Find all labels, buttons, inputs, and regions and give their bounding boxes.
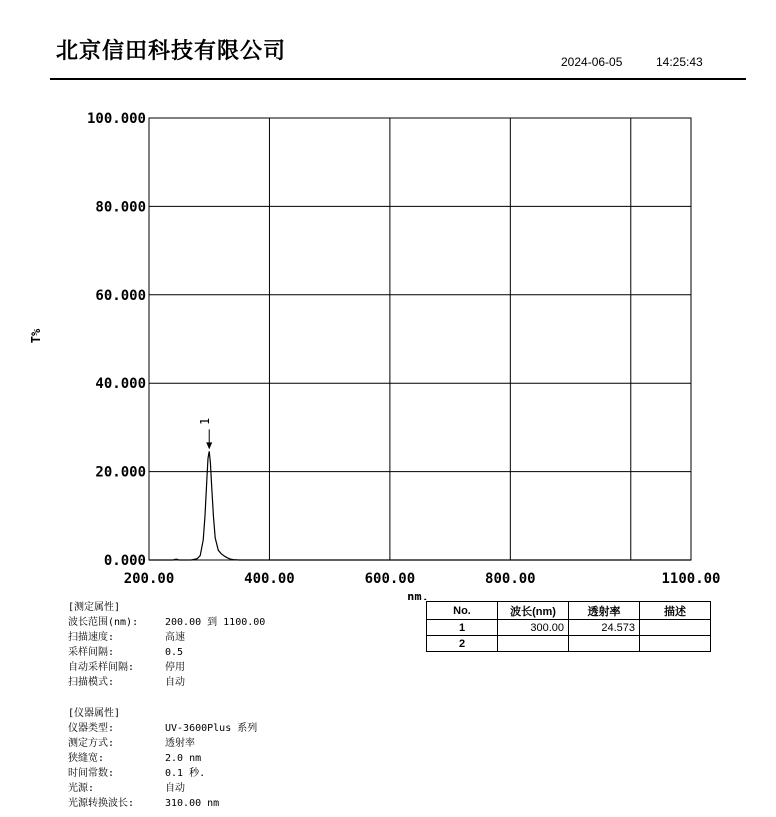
y-tick-label: 40.000 bbox=[95, 376, 146, 393]
col-header-transmittance: 透射率 bbox=[569, 602, 640, 620]
prop-value: 0.5 bbox=[165, 647, 184, 658]
col-header-description: 描述 bbox=[640, 602, 711, 620]
prop-key: 扫描速度: bbox=[68, 632, 115, 643]
plot-frame bbox=[149, 118, 691, 560]
table-row bbox=[427, 620, 711, 636]
y-tick-labels bbox=[87, 111, 146, 569]
company-name: 北京信田科技有限公司 bbox=[56, 39, 287, 64]
y-tick-label: 20.000 bbox=[95, 464, 146, 481]
prop-value: 停用 bbox=[165, 662, 185, 673]
prop-value: 透射率 bbox=[165, 738, 195, 749]
prop-key: 光源转换波长: bbox=[68, 798, 135, 809]
prop-key: 狭缝宽: bbox=[68, 753, 105, 764]
prop-key: 时间常数: bbox=[68, 768, 115, 779]
x-tick-label: 400.00 bbox=[244, 571, 295, 587]
peak-table bbox=[426, 601, 711, 652]
peak-annotations bbox=[198, 418, 212, 450]
cell-description bbox=[640, 620, 711, 636]
peak-table-header bbox=[427, 602, 711, 620]
x-tick-labels bbox=[124, 571, 721, 587]
cell-wavelength: 300.00 bbox=[498, 620, 569, 636]
prop-value: 高速 bbox=[165, 632, 185, 643]
report-date: 2024-06-05 bbox=[561, 55, 623, 69]
x-tick-label: 600.00 bbox=[364, 571, 416, 587]
prop-value: 自动 bbox=[165, 783, 185, 794]
prop-value: UV-3600Plus 系列 bbox=[165, 723, 258, 734]
prop-key: 波长范围(nm): bbox=[68, 617, 139, 628]
x-tick-label: 800.00 bbox=[485, 571, 536, 587]
prop-key: 扫描模式: bbox=[68, 677, 115, 688]
prop-value: 200.00 到 1100.00 bbox=[165, 617, 266, 628]
prop-value: 310.00 nm bbox=[165, 798, 220, 809]
prop-key: 仪器类型: bbox=[68, 723, 115, 734]
y-axis-label: T% bbox=[29, 328, 43, 344]
y-tick-label: 100.000 bbox=[86, 111, 146, 127]
measure-props-title: [测定属性] bbox=[68, 602, 121, 613]
y-tick-label: 80.000 bbox=[95, 199, 146, 216]
prop-key: 自动采样间隔: bbox=[68, 662, 135, 673]
cell-no: 2 bbox=[427, 636, 498, 652]
peak-label: 1 bbox=[198, 417, 213, 426]
prop-key: 光源: bbox=[68, 783, 95, 794]
prop-value: 2.0 nm bbox=[165, 753, 202, 764]
spectrum-line bbox=[149, 451, 691, 560]
report-time: 14:25:43 bbox=[656, 55, 703, 69]
prop-value: 0.1 秒. bbox=[165, 768, 206, 779]
x-axis-label: nm. bbox=[407, 590, 429, 600]
peak-marker-arrow bbox=[206, 442, 212, 449]
cell-description bbox=[640, 636, 711, 652]
table-row bbox=[427, 636, 711, 652]
y-tick-label: 0.000 bbox=[103, 553, 146, 569]
cell-no: 1 bbox=[427, 620, 498, 636]
cell-transmittance bbox=[569, 636, 640, 652]
col-header-no: No. bbox=[427, 602, 498, 620]
cell-wavelength bbox=[498, 636, 569, 652]
y-tick-label: 60.000 bbox=[95, 287, 146, 304]
col-header-wavelength: 波长(nm) bbox=[498, 602, 569, 620]
gridlines bbox=[149, 118, 691, 560]
instrument-props-title: [仪器属性] bbox=[68, 708, 121, 719]
x-tick-label: 200.00 bbox=[123, 571, 175, 587]
cell-transmittance: 24.573 bbox=[569, 620, 640, 636]
prop-key: 测定方式: bbox=[68, 738, 115, 749]
prop-value: 自动 bbox=[165, 677, 185, 688]
prop-key: 采样间隔: bbox=[68, 647, 115, 658]
x-tick-label: 1100.00 bbox=[661, 571, 721, 587]
